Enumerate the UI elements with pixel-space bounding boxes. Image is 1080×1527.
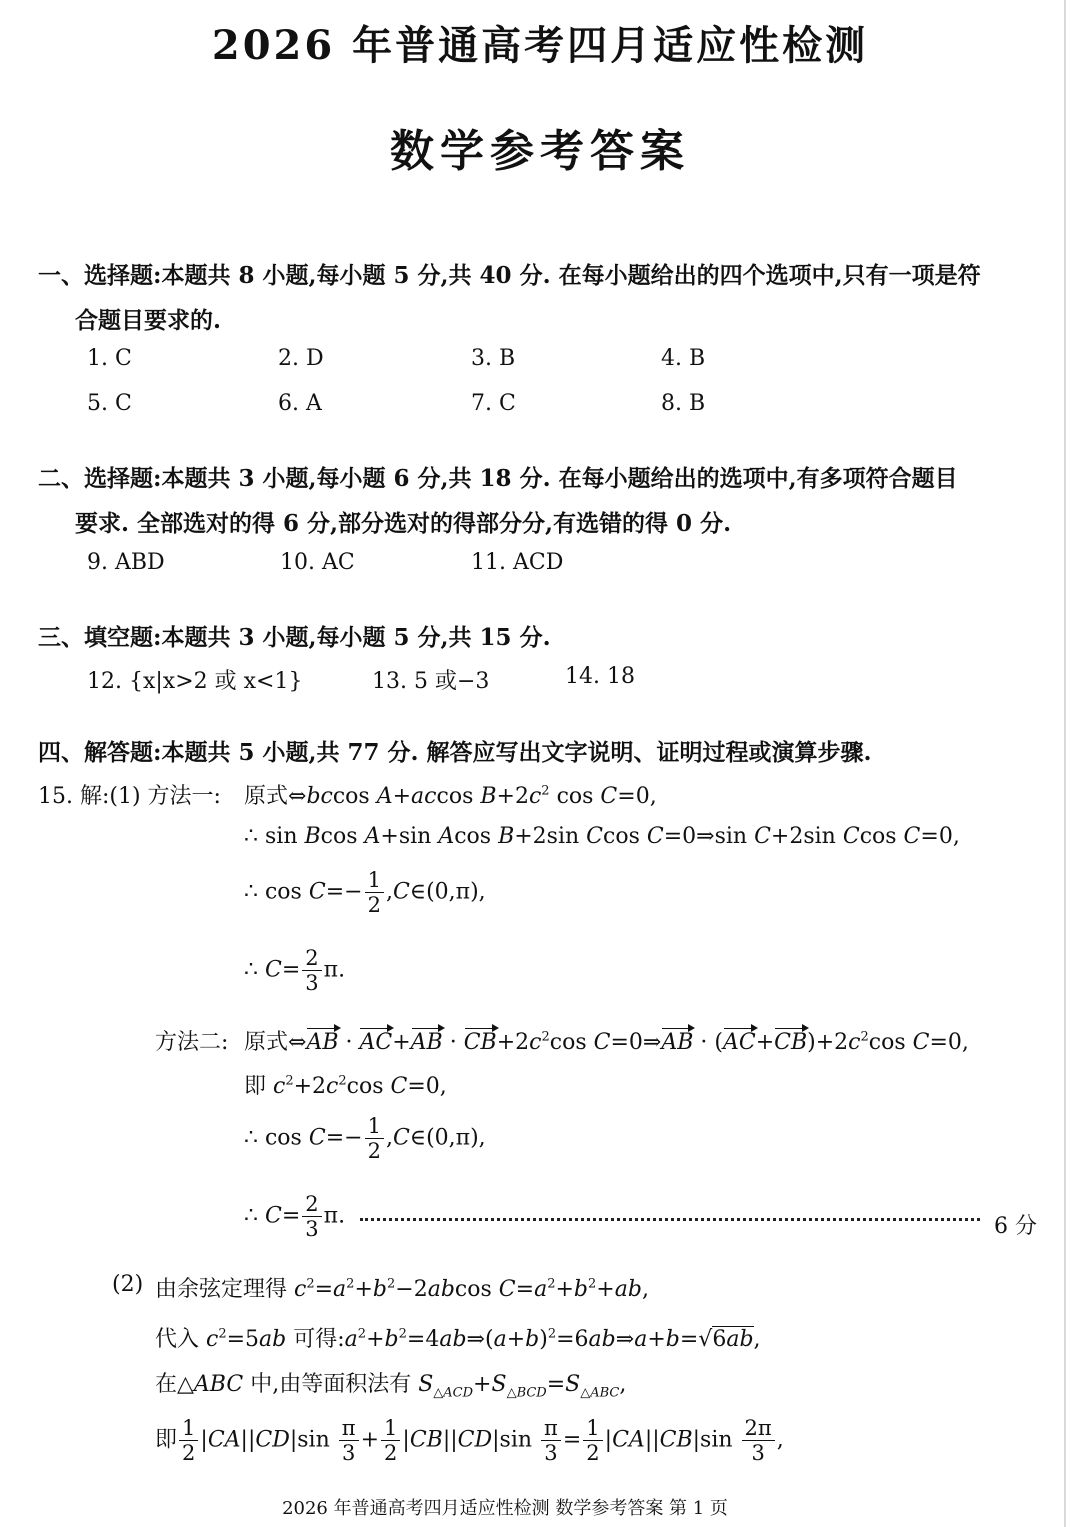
page-subtitle: 数学参考答案 <box>390 126 690 177</box>
score-label: 6 分 <box>994 1214 1037 1239</box>
answer-2: 2. D <box>278 346 324 371</box>
method2-label: 方法二: <box>155 1030 229 1055</box>
answer-8: 8. B <box>661 391 706 416</box>
score-leader-dots <box>360 1218 980 1221</box>
q15-line-3: ∴ cos C=− $\frac{1}{2}$ ,C∈(0,π), <box>244 868 486 918</box>
section4-heading: 四、解答题:本题共 5 小题,共 77 分. 解答应写出文字说明、证明过程或演算步骤. <box>38 739 872 766</box>
answer-13: 13. 5 或−3 <box>372 669 490 694</box>
q15-line-8: ∴ C= $\frac{2}{3}$ π. <box>244 1192 346 1242</box>
q15-line-12: 即 $\frac{1}{2}$ |CA||CD|sin $\frac{\pi}{3}$ + $\frac{1}{2}$ |CB||CD|sin $\frac{\pi}{3}$ = $\frac{1}{2}$ |CA||CB|sin $\frac{2\pi}{3}$ , <box>155 1416 784 1466</box>
answer-10: 10. AC <box>280 550 355 575</box>
answer-12: 12. {x|x>2 或 x<1} <box>87 669 303 694</box>
section2-heading: 二、选择题:本题共 3 小题,每小题 6 分,共 18 分. 在每小题给出的选项中,有多项符合题目 <box>38 465 958 492</box>
q15-label: 15. 解:(1) 方法一: <box>38 784 221 809</box>
answer-7: 7. C <box>471 391 516 416</box>
section3-heading: 三、填空题:本题共 3 小题,每小题 5 分,共 15 分. <box>38 624 551 651</box>
section1-heading: 一、选择题:本题共 8 小题,每小题 5 分,共 40 分. 在每小题给出的四个选项中,只有一项是符 <box>38 262 981 289</box>
page-title: 2026 年普通高考四月适应性检测 <box>211 22 869 69</box>
answer-9: 9. ABD <box>87 550 165 575</box>
answer-11: 11. ACD <box>471 550 564 575</box>
answer-4: 4. B <box>661 346 706 371</box>
page-footer: 2026 年普通高考四月适应性检测 数学参考答案 第 1 页 <box>282 1498 728 1519</box>
section2-heading-cont: 要求. 全部选对的得 6 分,部分选对的得部分分,有选错的得 0 分. <box>75 510 732 537</box>
q15-line-7: ∴ cos C=− $\frac{1}{2}$ ,C∈(0,π), <box>244 1114 486 1164</box>
q15-line-5: 原式⇔AB · $AC+AB \cdot CB+2c^2\cos$ C=0⇒AB · $(AC+CB)+2c^2\cos$ C=0, <box>244 1029 969 1055</box>
answer-5: 5. C <box>87 391 132 416</box>
q15-line-9: 由余弦定理得 $c^2=a^2+b^2-2abcos$ $C=a^2+b^2+ab$, <box>155 1276 649 1302</box>
q15-line-6: 即 $c^2+2c^2\cos$ C=0, <box>244 1073 447 1099</box>
q15-line-1: 原式⇔bccos A+accos $B+2c^2$ cos C=0, <box>244 783 657 809</box>
page-edge <box>1064 0 1066 1527</box>
answer-14: 14. 18 <box>565 664 635 689</box>
answer-3: 3. B <box>471 346 516 371</box>
part2-label: (2) <box>112 1272 144 1297</box>
q15-line-2: ∴ sin Bcos A+sin Acos B+2sin Ccos C=0⇒sin C+2sin Ccos C=0, <box>244 824 960 849</box>
answer-1: 1. C <box>87 346 132 371</box>
q15-line-10: 代入 $c^2=5ab$ 可得$:a^2+b^2=4ab\Rightarrow(a+b)^2=6ab\Rightarrow a+b=√6ab$, <box>155 1326 761 1352</box>
q15-line-11: 在△ABC 中,由等面积法有 $S_{\triangle ACD}+S_{\triangle BCD}=S_{\triangle ABC}$, <box>155 1372 627 1401</box>
q15-line-4: ∴ C= $\frac{2}{3}$ π. <box>244 946 346 996</box>
section1-heading-cont: 合题目要求的. <box>75 307 222 334</box>
answer-6: 6. A <box>278 391 322 416</box>
